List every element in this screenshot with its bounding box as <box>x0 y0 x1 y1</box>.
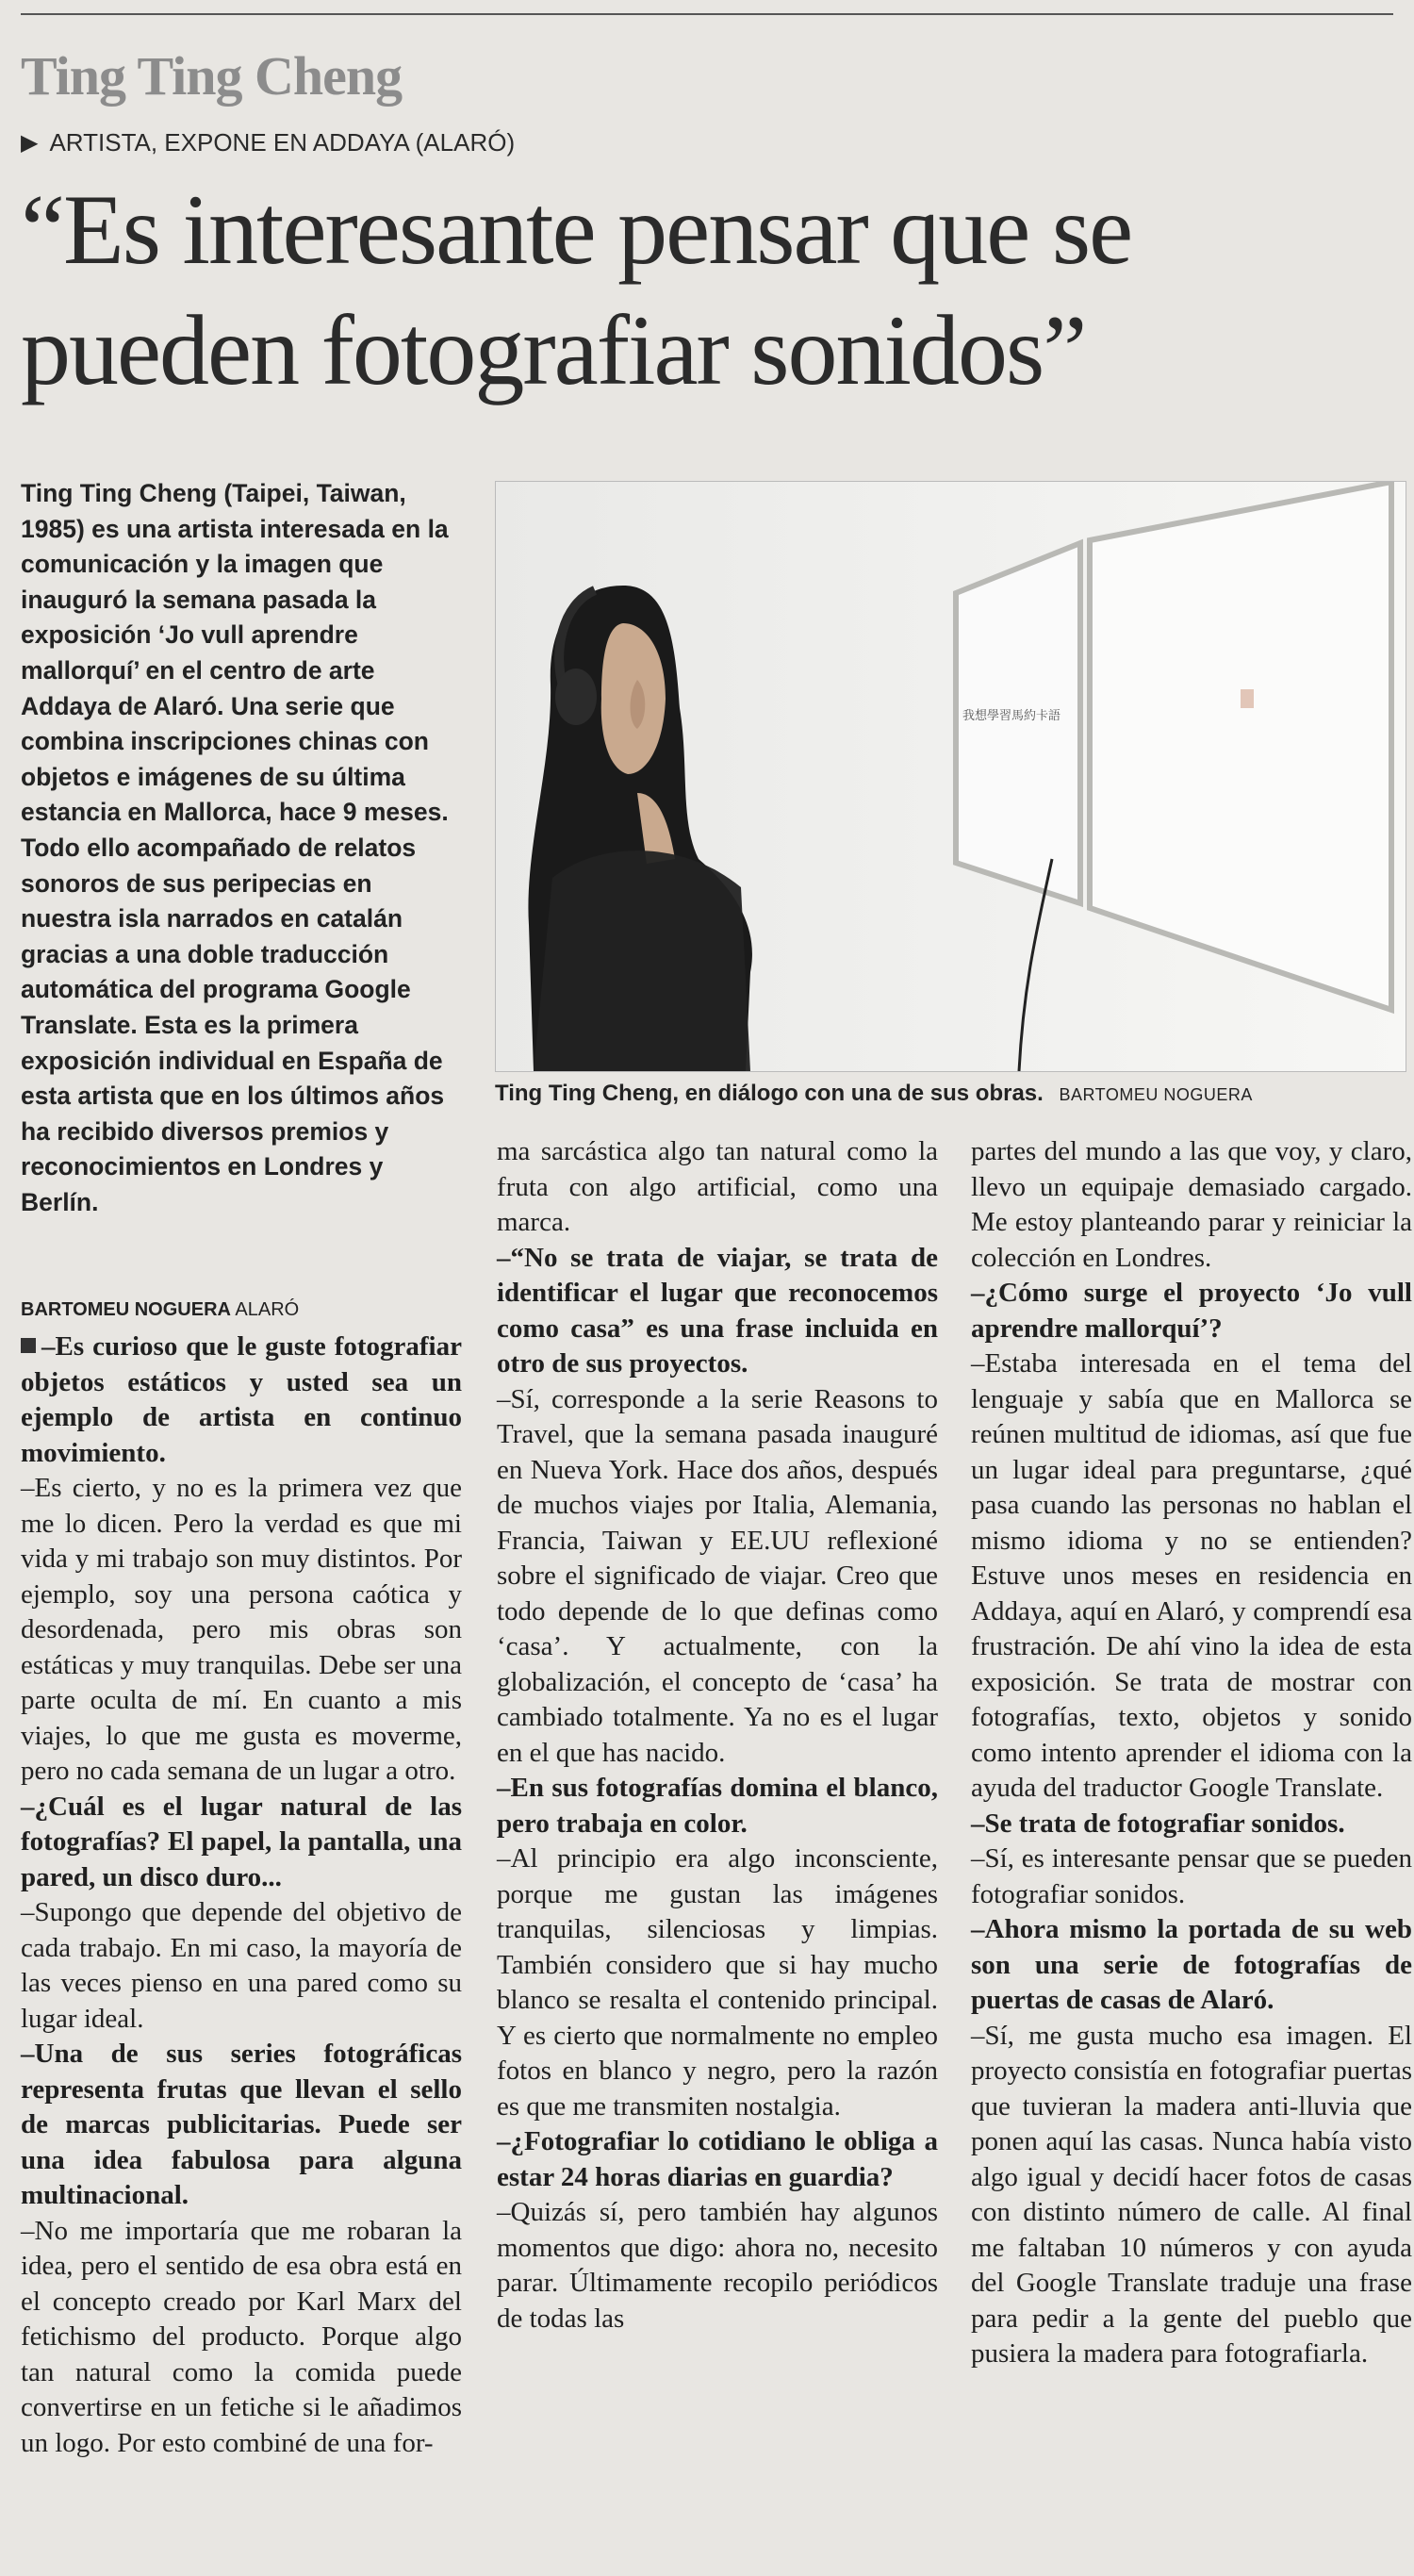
interview-answer <box>971 1346 1412 1807</box>
interview-question <box>497 1771 938 1841</box>
article-photo <box>495 481 1406 1072</box>
byline <box>21 1299 299 1321</box>
paragraph-text: –Se trata de fotografiar sonidos. <box>971 1808 1345 1839</box>
paragraph-text: –Ahora mismo la portada de su web son una serie de fotografías de puertas de casas de Alaró. <box>971 1914 1412 2015</box>
caption-text: Ting Ting Cheng, en diálogo con una de sus obras. <box>495 1081 1044 1106</box>
interview-question <box>971 1276 1412 1346</box>
interview-answer <box>21 1471 462 1790</box>
kicker <box>21 128 515 157</box>
kicker-text: ARTISTA, EXPONE EN ADDAYA (ALARÓ) <box>49 128 516 157</box>
interview-answer <box>497 2195 938 2337</box>
headline: “Es interesante pensar que se pueden fotografiar sonidos” <box>21 174 1132 405</box>
paragraph-text: –Sí, es interesante pensar que se pueden fotografiar sonidos. <box>971 1843 1412 1909</box>
interview-answer <box>971 1134 1412 1276</box>
interview-answer <box>971 1841 1412 1912</box>
paragraph-text: –“No se trata de viajar, se trata de identificar el lugar que reconocemos como casa” es una frase incluida en otro de sus proyectos. <box>497 1242 938 1379</box>
article-column-3 <box>971 1134 1412 2372</box>
triangle-right-icon: ▶ <box>21 130 39 156</box>
interview-answer <box>971 2019 1412 2372</box>
paragraph-text: –Supongo que depende del objetivo de cada trabajo. En mi caso, la mayoría de las veces pienso en una pared como su lugar ideal. <box>21 1897 462 2034</box>
interview-question <box>21 2037 462 2214</box>
paragraph-text: –Al principio era algo inconsciente, porque me gustan las imágenes tranquilas, silenciosas y limpias. También considero que si hay mucho blanco se resalta el contenido principal. Y es cierto que normalmente no empleo fotos en blanco y negro, pero la razón es que me transmiten nostalgia. <box>497 1843 938 2122</box>
photo-caption <box>495 1081 1405 1107</box>
interview-question <box>971 1807 1412 1842</box>
interviewee-name: Ting Ting Cheng <box>21 45 403 107</box>
paragraph-text: –Sí, corresponde a la serie Reasons to Travel, que la semana pasada inauguré en Nueva York. Hace dos años, después de muchos viajes por Italia, Alemania, Francia, Taiwan y EE.UU reflexioné sobre el significado de viajar. Creo que todo depende de lo que definas como ‘casa’. Y actualmente, con la globalización, el concepto de ‘casa’ ha cambiado totalmente. Ya no es el lugar en el que has nacido. <box>497 1383 938 1768</box>
interview-answer <box>21 2214 462 2462</box>
paragraph-text: –Estaba interesada en el tema del lenguaje y sabía que en Mallorca se reúnen multitud de idiomas, así que fue un lugar ideal para preguntarse, ¿qué pasa cuando las personas no hablan el mismo idioma y no se entienden? Estuve unos meses en residencia en Addaya, aquí en Alaró, y comprendí esa frustración. De ahí vino la idea de esta exposición. Se trata de mostrar con fotografías, texto, objetos y sonido como intento aprender el idioma con la ayuda del traductor Google Translate. <box>971 1348 1412 1803</box>
paragraph-text: –¿Cómo surge el proyecto ‘Jo vull aprendre mallorquí’? <box>971 1278 1412 1344</box>
top-rule <box>21 13 1393 15</box>
article-column-1 <box>21 1329 462 2461</box>
byline-name: BARTOMEU NOGUERA <box>21 1299 231 1320</box>
paragraph-text: –En sus fotografías domina el blanco, pero trabaja en color. <box>497 1773 938 1839</box>
paragraph-text: –¿Fotografiar lo cotidiano le obliga a estar 24 horas diarias en guardia? <box>497 2126 938 2192</box>
interview-answer <box>21 1895 462 2037</box>
interview-answer <box>497 1841 938 2124</box>
interview-question <box>497 1241 938 1382</box>
paragraph-text: ma sarcástica algo tan natural como la fruta con algo artificial, como una marca. <box>497 1136 938 1237</box>
interview-question <box>21 1790 462 1896</box>
photo-credit: BARTOMEU NOGUERA <box>1059 1085 1253 1104</box>
paragraph-text: partes del mundo a las que voy, y claro, llevo un equipaje demasiado cargado. Me estoy planteando parar y reiniciar la colección en Londres. <box>971 1136 1412 1273</box>
paragraph-text: –Una de sus series fotográficas representa frutas que llevan el sello de marcas publicitarias. Puede ser una idea fabulosa para alguna multinacional. <box>21 2039 462 2210</box>
paragraph-text: –Quizás sí, pero también hay algunos momentos que digo: ahora no, necesito parar. Últimamente recopilo periódicos de todas las <box>497 2197 938 2334</box>
photo-illustration <box>496 482 1406 1071</box>
interview-question <box>497 2124 938 2195</box>
paragraph-text: –No me importaría que me robaran la idea, pero el sentido de esa obra está en el concepto creado por Karl Marx del fetichismo del producto. Porque algo tan natural como la comida puede convertirse en un fetiche si le añadimos un logo. Por esto combiné de una for- <box>21 2215 462 2458</box>
byline-place: ALARÓ <box>235 1299 300 1320</box>
paragraph-text: –¿Cuál es el lugar natural de las fotografías? El papel, la pantalla, una pared, un disco duro... <box>21 1791 462 1892</box>
artwork-inscription: 我想學習馬約卡語 <box>962 709 1061 723</box>
square-bullet-icon <box>21 1338 36 1353</box>
interview-answer <box>497 1382 938 1772</box>
article-column-2 <box>497 1134 938 2337</box>
paragraph-text: –Es cierto, y no es la primera vez que me lo dicen. Pero la verdad es que mi vida y mi trabajo son muy distintos. Por ejemplo, soy una persona caótica y desordenada, pero mis obras son estáticas y muy tranquilas. Debe ser una parte oculta de mí. En cuanto a mis viajes, lo que me gusta es moverme, pero no cada semana de un lugar a otro. <box>21 1473 462 1786</box>
paragraph-text: –Es curioso que le guste fotografiar objetos estáticos y usted sea un ejemplo de artista en continuo movimiento. <box>21 1331 462 1468</box>
intro-paragraph: Ting Ting Cheng (Taipei, Taiwan, 1985) es una artista interesada en la comunicación y la imagen que inauguró la semana pasada la exposición ‘Jo vull aprendre mallorquí’ en el centro de arte Addaya de Alaró. Una serie que combina inscripciones chinas con objetos e imágenes de su última estancia en Mallorca, hace 9 meses. Todo ello acompañado de relatos sonoros de sus peripecias en nuestra isla narrados en catalán gracias a una doble traducción automática del programa Google Translate. Esta es la primera exposición individual en España de esta artista que en los últimos años ha recibido diversos premios y reconocimientos en Londres y Berlín. <box>21 479 449 1216</box>
interview-question <box>971 1912 1412 2019</box>
interview-answer <box>497 1134 938 1241</box>
interview-question <box>21 1329 462 1471</box>
paragraph-text: –Sí, me gusta mucho esa imagen. El proyecto consistía en fotografiar puertas que tuvieran la madera anti-lluvia que ponen aquí las casas. Nunca había visto algo igual y decidí hacer fotos de casas con distinto número de calle. Al final me faltaban 10 números y con ayuda del Google Translate traduje una frase para pedir a la gente del pueblo que pusiera la madera para fotografiarla. <box>971 2020 1412 2369</box>
